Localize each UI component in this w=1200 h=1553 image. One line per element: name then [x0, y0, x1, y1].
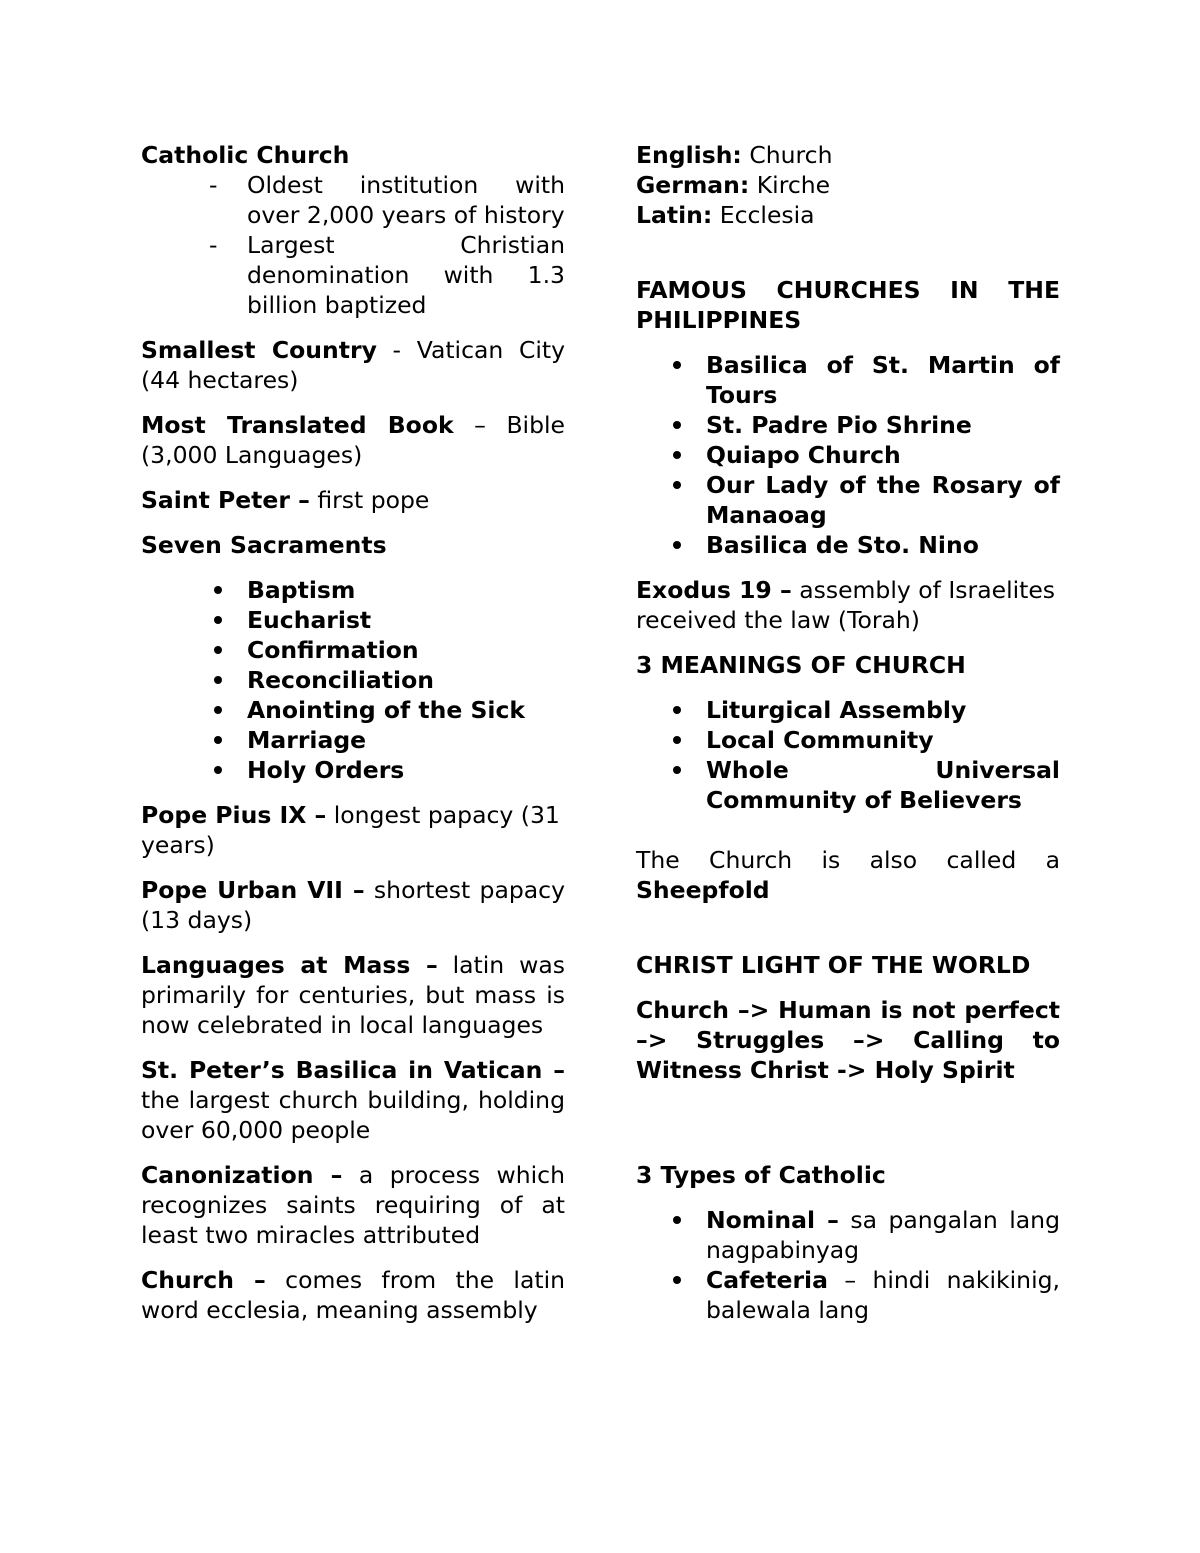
- types-heading: 3 Types of Catholic: [636, 1161, 886, 1189]
- entry-definition: the largest church building, holding over 60,000 people: [141, 1086, 565, 1144]
- entry-definition: first pope: [309, 486, 430, 514]
- list-item: Basilica of St. Martin of Tours: [636, 350, 1060, 410]
- entry-definition: shortest papacy (13 days): [141, 876, 565, 934]
- entry-term: Church –: [141, 1266, 266, 1294]
- german-entry: [636, 170, 1060, 200]
- entry-term: Sheepfold: [636, 876, 770, 904]
- entry-separator: –: [453, 411, 507, 439]
- entry-definition: latin was primarily for centuries, but mass is now celebrated in local languages: [141, 951, 565, 1039]
- saint-peter-entry: [141, 485, 565, 515]
- list-item: Liturgical Assembly: [636, 695, 1060, 725]
- entry-term: German:: [636, 171, 750, 199]
- spacer: [636, 1115, 1060, 1145]
- church-entry: [141, 1265, 565, 1325]
- list-item: - Largest Christian denomination with 1.3 billion baptized: [141, 230, 565, 320]
- list-item: Eucharist: [141, 605, 565, 635]
- pope-pius-entry: [141, 800, 565, 860]
- languages-at-mass-entry: [141, 950, 565, 1040]
- list-item: Our Lady of the Rosary of Manaoag: [636, 470, 1060, 530]
- entry-definition: longest papacy (31 years): [141, 801, 560, 859]
- english-entry: [636, 140, 1060, 170]
- catholic-church-heading: Catholic Church: [141, 141, 350, 169]
- left-column: [141, 140, 565, 1325]
- famous-churches-list: [636, 350, 1060, 560]
- list-item: Local Community: [636, 725, 1060, 755]
- entry-term: Nominal –: [706, 1206, 839, 1234]
- st-peters-basilica-entry: [141, 1055, 565, 1145]
- entry-term: Languages at Mass –: [141, 951, 438, 979]
- seven-sacraments-heading: Seven Sacraments: [141, 531, 387, 559]
- entry-term: Saint Peter –: [141, 486, 310, 514]
- list-item: Anointing of the Sick: [141, 695, 565, 725]
- entry-definition: Ecclesia: [712, 201, 815, 229]
- list-item: Whole Universal Community of Believers: [636, 755, 1060, 815]
- list-item: [636, 1205, 1060, 1265]
- spacer: [636, 1085, 1060, 1115]
- most-translated-book-entry: [141, 410, 565, 470]
- spacer: [636, 905, 1060, 935]
- canonization-entry: [141, 1160, 565, 1250]
- latin-entry: [636, 200, 1060, 230]
- entry-term: English:: [636, 141, 742, 169]
- entry-term: Cafeteria: [706, 1266, 828, 1294]
- entry-term: Latin:: [636, 201, 713, 229]
- entry-term: Pope Urban VII –: [141, 876, 365, 904]
- spacer: [636, 815, 1060, 845]
- list-item: - Oldest institution with over 2,000 years of history: [141, 170, 565, 230]
- entry-definition: Vatican City (44 hectares): [141, 336, 566, 394]
- entry-term: St. Peter’s Basilica in Vatican –: [141, 1056, 565, 1084]
- entry-term: Canonization –: [141, 1161, 343, 1189]
- list-item: Marriage: [141, 725, 565, 755]
- sheepfold-entry: [636, 845, 1060, 905]
- entry-definition: – hindi nakikinig, balewala lang: [706, 1266, 1060, 1324]
- sacraments-list: [141, 575, 565, 785]
- entry-definition: comes from the latin word ecclesia, meaning assembly: [141, 1266, 566, 1324]
- entry-definition: Bible (3,000 Languages): [141, 411, 565, 469]
- types-list: [636, 1205, 1060, 1325]
- entry-definition: Kirche: [749, 171, 831, 199]
- entry-term: Pope Pius IX –: [141, 801, 327, 829]
- famous-churches-heading: FAMOUS CHURCHES IN THE PHILIPPINES: [636, 276, 1060, 334]
- entry-term: Exodus 19 –: [636, 576, 792, 604]
- christ-light-heading: CHRIST LIGHT OF THE WORLD: [636, 951, 1031, 979]
- list-item: Confirmation: [141, 635, 565, 665]
- spacer: [636, 230, 1060, 260]
- smallest-country-entry: [141, 335, 565, 395]
- entry-term: Smallest Country: [141, 336, 377, 364]
- list-item: Holy Orders: [141, 755, 565, 785]
- entry-definition: Church: [741, 141, 833, 169]
- entry-definition: sa pangalan lang nagpabinyag: [706, 1206, 1060, 1264]
- list-item: [636, 1265, 1060, 1325]
- entry-text: The Church is also called a: [636, 846, 1060, 874]
- pope-urban-entry: [141, 875, 565, 935]
- list-item: Basilica de Sto. Nino: [636, 530, 1060, 560]
- entry-definition: a process which recognizes saints requiring of at least two miracles attributed: [141, 1161, 565, 1249]
- right-column: [636, 140, 1060, 1325]
- exodus-entry: [636, 575, 1060, 635]
- catholic-church-list: [141, 170, 565, 320]
- list-item: St. Padre Pio Shrine: [636, 410, 1060, 440]
- list-item: Reconciliation: [141, 665, 565, 695]
- entry-definition: assembly of Israelites received the law (Torah): [636, 576, 1056, 634]
- meanings-heading: 3 MEANINGS OF CHURCH: [636, 651, 966, 679]
- entry-separator: -: [376, 336, 417, 364]
- entry-term: Most Translated Book: [141, 411, 454, 439]
- list-item: Baptism: [141, 575, 565, 605]
- list-item: Quiapo Church: [636, 440, 1060, 470]
- meanings-list: [636, 695, 1060, 815]
- christ-light-text: Church –> Human is not perfect –> Struggles –> Calling to Witness Christ -> Holy Spirit: [636, 996, 1060, 1084]
